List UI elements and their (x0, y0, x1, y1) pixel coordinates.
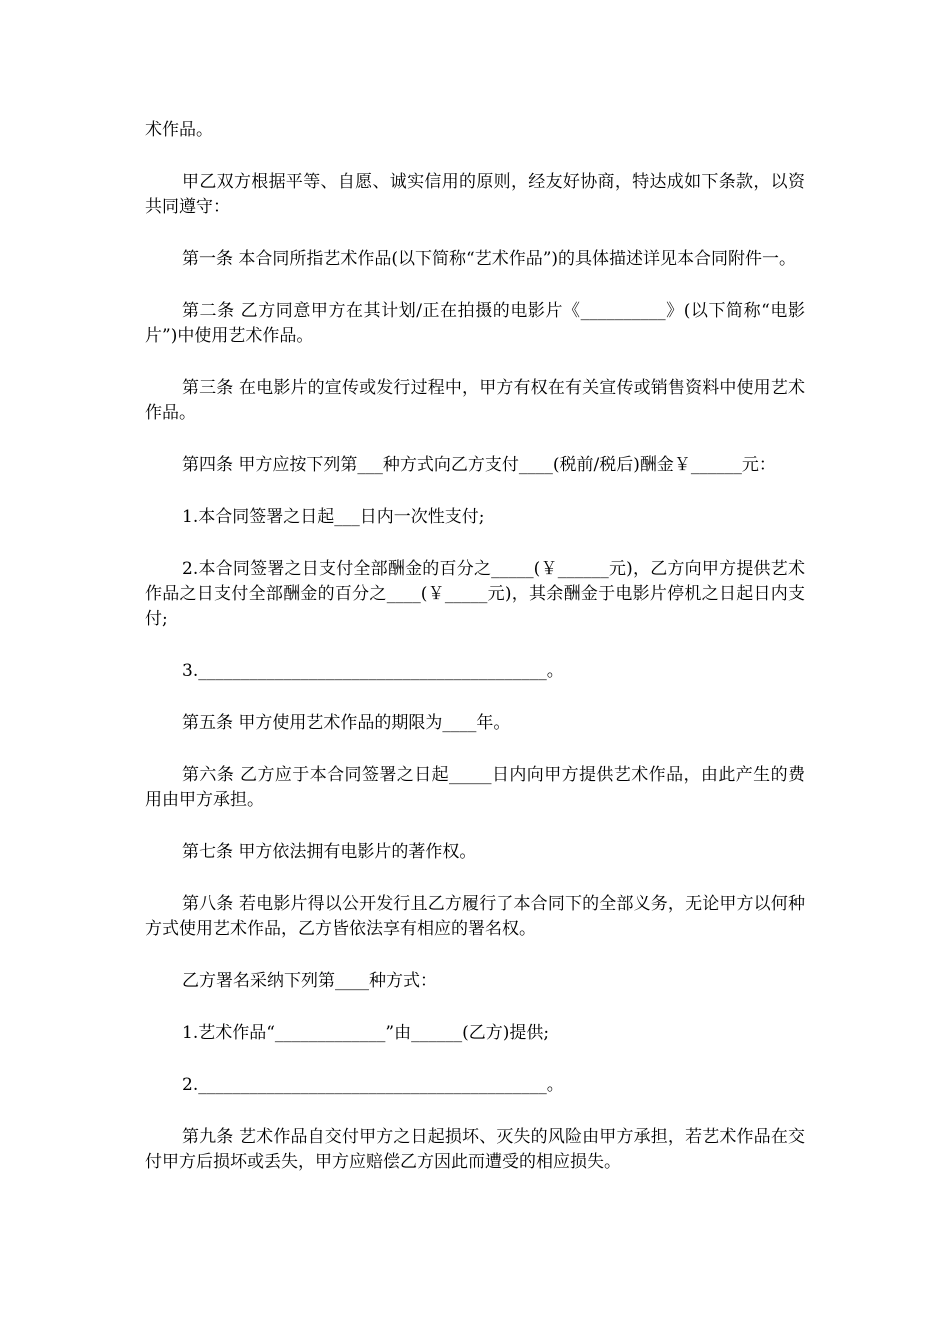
signature-option-1: 1.艺术作品“_____________”由______(乙方)提供; (182, 1023, 550, 1043)
article-4-option-2: 2.本合同签署之日支付全部酬金的百分之_____(￥______元)，乙方向甲方提供艺术作品之日支付全部酬金的百分之____(￥_____元)，其余酬金于电影片停机之日起日内支付; (145, 559, 805, 629)
document-page (145, 118, 805, 1202)
signature-method-intro: 乙方署名采纳下列第____种方式： (182, 971, 437, 991)
paragraph-continuation: 术作品。 (145, 120, 213, 140)
article-8: 第八条 若电影片得以公开发行且乙方履行了本合同下的全部义务，无论甲方以何种方式使用艺术作品，乙方皆依法享有相应的署名权。 (145, 894, 805, 939)
article-9: 第九条 艺术作品自交付甲方之日起损坏、灭失的风险由甲方承担，若艺术作品在交付甲方后损坏或丢失，甲方应赔偿乙方因此而遭受的相应损失。 (145, 1127, 805, 1172)
article-2: 第二条 乙方同意甲方在其计划/正在拍摄的电影片《__________》(以下简称“电影片”)中使用艺术作品。 (145, 301, 805, 346)
paragraph-preamble: 甲乙双方根据平等、自愿、诚实信用的原则，经友好协商，特达成如下条款，以资共同遵守： (145, 172, 805, 217)
article-4-option-3: 3._________________________________________。 (182, 661, 564, 681)
article-5: 第五条 甲方使用艺术作品的期限为____年。 (182, 713, 511, 733)
article-3: 第三条 在电影片的宣传或发行过程中，甲方有权在有关宣传或销售资料中使用艺术作品。 (145, 378, 805, 423)
article-4-option-1: 1.本合同签署之日起___日内一次性支付; (182, 507, 485, 527)
article-1: 第一条 本合同所指艺术作品(以下简称“艺术作品”)的具体描述详见本合同附件一。 (182, 249, 797, 269)
signature-option-2: 2._________________________________________。 (182, 1075, 564, 1095)
article-4: 第四条 甲方应按下列第___种方式向乙方支付____(税前/税后)酬金￥______元： (182, 455, 776, 475)
article-7: 第七条 甲方依法拥有电影片的著作权。 (182, 842, 477, 862)
article-6: 第六条 乙方应于本合同签署之日起_____日内向甲方提供艺术作品，由此产生的费用由甲方承担。 (145, 765, 805, 810)
